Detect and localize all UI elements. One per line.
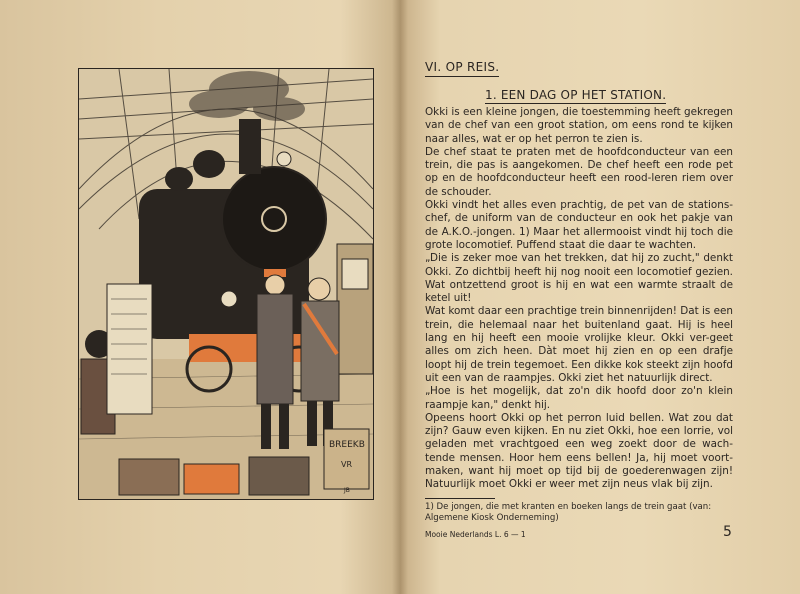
footer-imprint: Mooie Nederlands L. 6 — 1 xyxy=(425,530,526,539)
body-text xyxy=(425,106,733,492)
book-gutter xyxy=(392,0,408,594)
paragraph: Opeens hoort Okki op het perron luid bellen. Wat zou dat zijn? Gauw even kijken. En nu ziet Okki, hoe een lorrie, vol geladen met vrachtgoed een weg zoekt door de wach-tende mensen. Hoor hem eens bellen! Ja, hij moet voort-maken, want hij moet op tijd bij de goederenwagen zijn! Natuurlijk moet Okki er weer met zijn neus vlak bij zijn. xyxy=(425,411,733,491)
footnote: 1) De jongen, die met kranten en boeken langs de trein gaat (van: Algemene Kiosk Onderneming) xyxy=(425,502,712,523)
chapter-title: VI. OP REIS. xyxy=(425,60,499,77)
paragraph: „Die is zeker moe van het trekken, dat hij zo zucht," denkt Okki. Zo dichtbij heeft hij nog nooit een locomotief gezien. Wat ontzettend groot is hij en wat een warmte straalt de ketel uit! xyxy=(425,252,733,305)
paragraph: „Hoe is het mogelijk, dat zo'n dik hoofd door zo'n klein raampje kan," denkt hij. xyxy=(425,385,733,411)
paragraph: Okki vindt het alles even prachtig, de pet van de stations-chef, de uniform van de conducteur en ook het pakje van de A.K.O.-jongen. 1) Maar het allermooist vindt hij toch die grote locomotief. Puffend staat die daar te wachten. xyxy=(425,199,733,251)
paragraph: De chef staat te praten met de hoofdconducteur van een trein, die pas is aangekomen. De chef heeft een rode pet op en de hoofdconducteur heeft een rood-leren riem over de schouder. xyxy=(425,145,733,198)
locomotive-drawing xyxy=(79,69,373,499)
paragraph: Wat komt daar een prachtige trein binnenrijden! Dat is een trein, die helemaal naar het buitenland gaat. Hij is heel lang en hij heeft een mooie vrolijke kleur. Okki ver-geet alles om zich heen. Dàt moet hij zien en op een drafje loopt hij de trein tegemoet. Een dikke kok steekt zijn hoofd uit een van de raampjes. Okki ziet het natuurlijk direct. xyxy=(425,305,733,384)
page-number: 5 xyxy=(723,524,732,540)
section-title: 1. EEN DAG OP HET STATION. xyxy=(485,88,667,102)
station-illustration xyxy=(78,68,374,500)
illustrator-signature: JB xyxy=(344,487,350,494)
paragraph: Okki is een kleine jongen, die toestemming heeft gekregen van de chef van een groot station, om eens rond te kijken naar alles, wat er op het perron te zien is. xyxy=(425,106,733,145)
crate-label: BREEKB xyxy=(329,440,365,450)
footnote-rule xyxy=(425,498,495,499)
crate-label-2: VR xyxy=(341,460,353,469)
